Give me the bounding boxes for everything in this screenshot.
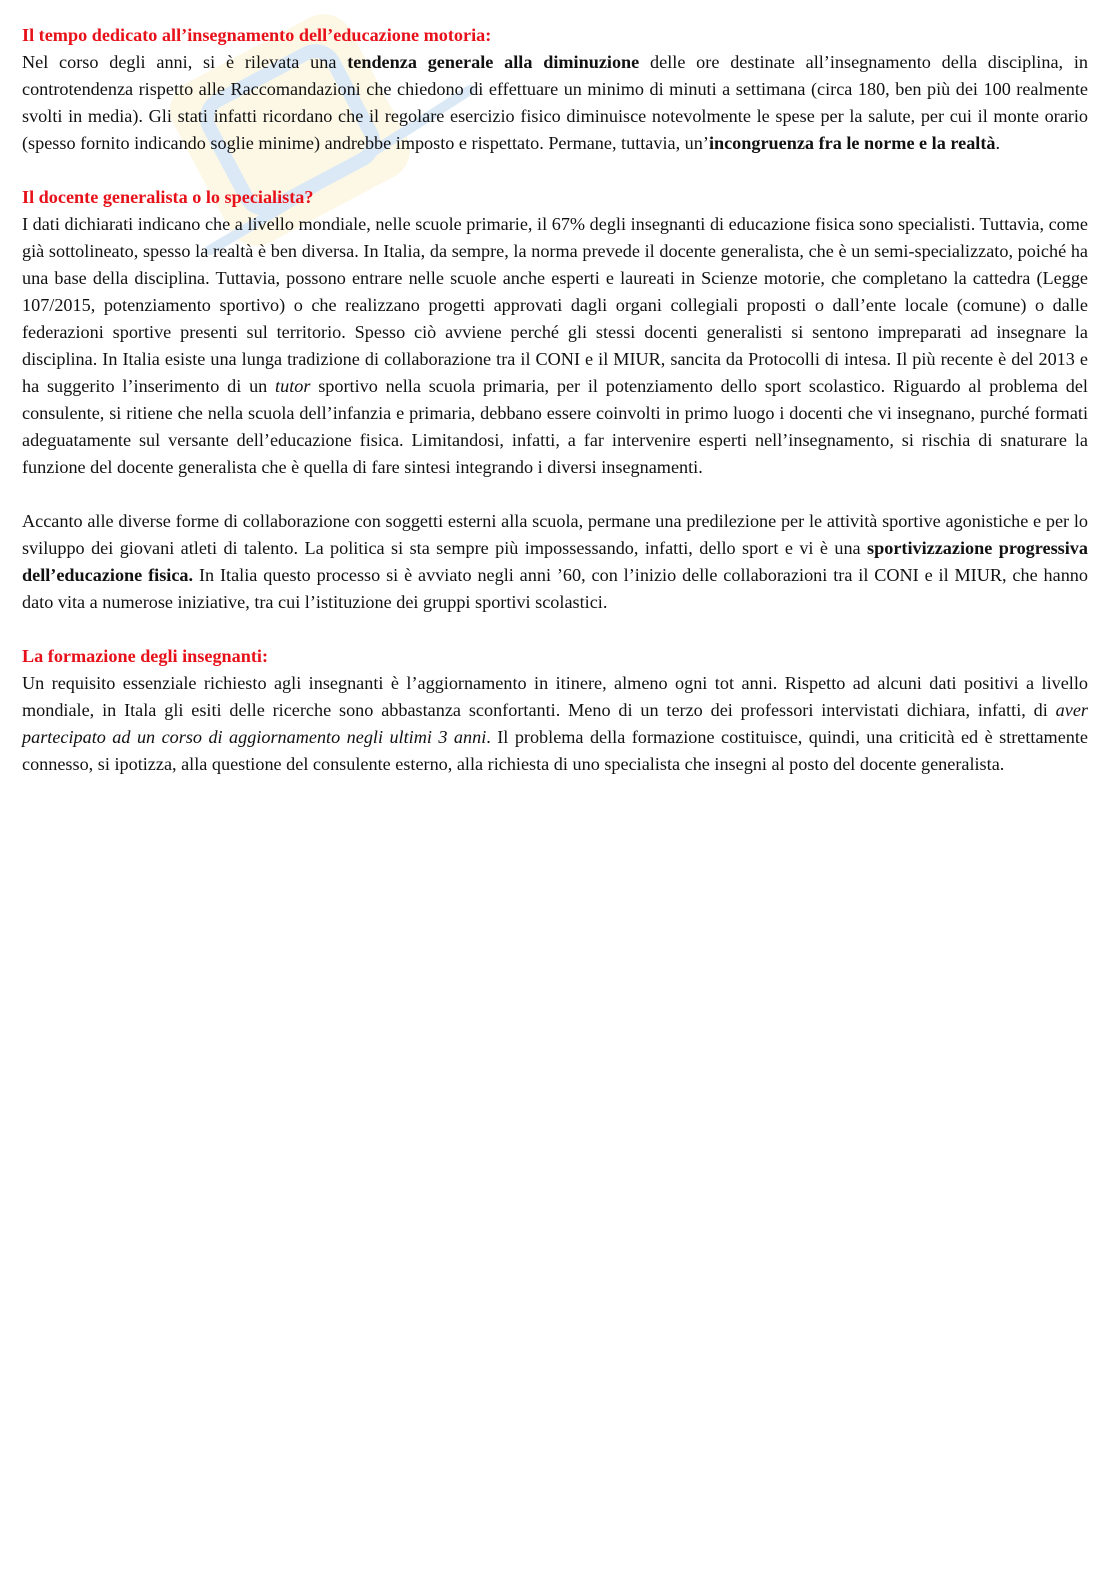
section-docente [22, 184, 1088, 616]
text-run: Accanto alle diverse forme di collaborazione con soggetti esterni alla scuola, permane una predilezione per le attività sportive agonistiche e per lo sviluppo dei giovani atleti di talento. La politica si sta sempre più impossessando, infatti, dello sport e vi è una [22, 511, 1088, 558]
section-title: La formazione degli insegnanti: [22, 646, 269, 666]
italic-text: tutor [275, 376, 311, 396]
text-run: In Italia questo processo si è avviato negli anni ’60, con l’inizio delle collaborazioni tra il CONI e il MIUR, che hanno dato vita a numerose iniziative, tra cui l’istituzione dei gruppi sportivi scolastici. [22, 565, 1088, 612]
section-tempo [22, 22, 1088, 157]
spacer [22, 157, 1088, 184]
text-run: Nel corso degli anni, si è rilevata una [22, 52, 348, 72]
bold-text: incongruenza fra le norme e la realtà [708, 133, 996, 153]
paragraph [22, 211, 1088, 481]
text-run: Un requisito essenziale richiesto agli insegnanti è l’aggiornamento in itinere, almeno ogni tot anni. Rispetto ad alcuni dati positivi a livello mondiale, in Itala gli esiti delle ricerche sono abbastanza sconfortanti. Meno di un terzo dei professori intervistati dichiara, infatti, di [22, 673, 1088, 720]
spacer [22, 616, 1088, 643]
text-run: delle ore destinate all’insegnamento della disciplina, in controtendenza rispetto alle Raccomandazioni che chiedono di effettuare un minimo di minuti a settimana (circa 180, ben più dei 100 realmente svolti in media). Gli stati infatti ricordano che il regolare esercizio fisico diminuisce notevolmente le spese per la salute, per cui il monte orario (spesso fornito indicando soglie minime) andrebbe imposto e rispettato. Permane, tuttavia, un’ [22, 52, 1089, 153]
bold-text: sportivizzazione progressiva dell’educazione fisica. [22, 538, 1088, 585]
text-run: . Il problema della formazione costituisce, quindi, una criticità ed è strettamente connesso, si ipotizza, alla questione del consulente esterno, alla richiesta di uno specialista che insegni al posto del docente generalista. [22, 727, 1088, 774]
document-page [22, 22, 1088, 778]
bold-text: tendenza generale alla diminuzione [347, 52, 640, 72]
italic-text: aver partecipato ad un corso di aggiornamento negli ultimi 3 anni [22, 700, 1088, 747]
section-formazione [22, 643, 1088, 778]
text-run: I dati dichiarati indicano che a livello mondiale, nelle scuole primarie, il 67% degli insegnanti di educazione fisica sono specialisti. Tuttavia, come già sottolineato, spesso la realtà è ben diversa. In Italia, da sempre, la norma prevede il docente generalista, che è un semi-specializzato, poiché ha una base della disciplina. Tuttavia, possono entrare nelle scuole anche esperti e laureati in Scienze motorie, che completano la cattedra (Legge 107/2015, potenziamento sportivo) o che realizzano progetti approvati dagli organi collegiali proposti o dall’ente locale (comune) o dalle federazioni sportive presenti sul territorio. Spesso ciò avviene perché gli stessi docenti generalisti si sentono impreparati ad insegnare la disciplina. In Italia esiste una lunga tradizione di collaborazione tra il CONI e il MIUR, sancita da Protocolli di intesa. Il più recente è del 2013 e ha suggerito l’inserimento di un [22, 214, 1088, 396]
spacer [22, 481, 1088, 508]
paragraph [22, 670, 1088, 778]
paragraph [22, 49, 1088, 157]
text-run: . [995, 133, 1001, 153]
section-title: Il docente generalista o lo specialista? [22, 187, 314, 207]
text-run: sportivo nella scuola primaria, per il potenziamento dello sport scolastico. Riguardo al problema del consulente, si ritiene che nella scuola dell’infanzia e primaria, debbano essere coinvolti in primo luogo i docenti che vi insegnano, purché formati adeguatamente sul versante dell’educazione fisica. Limitandosi, infatti, a far intervenire esperti nell’insegnamento, si rischia di snaturare la funzione del docente generalista che è quella di fare sintesi integrando i diversi insegnamenti. [22, 376, 1088, 477]
section-title: Il tempo dedicato all’insegnamento dell’educazione motoria: [22, 25, 492, 45]
paragraph [22, 508, 1088, 616]
